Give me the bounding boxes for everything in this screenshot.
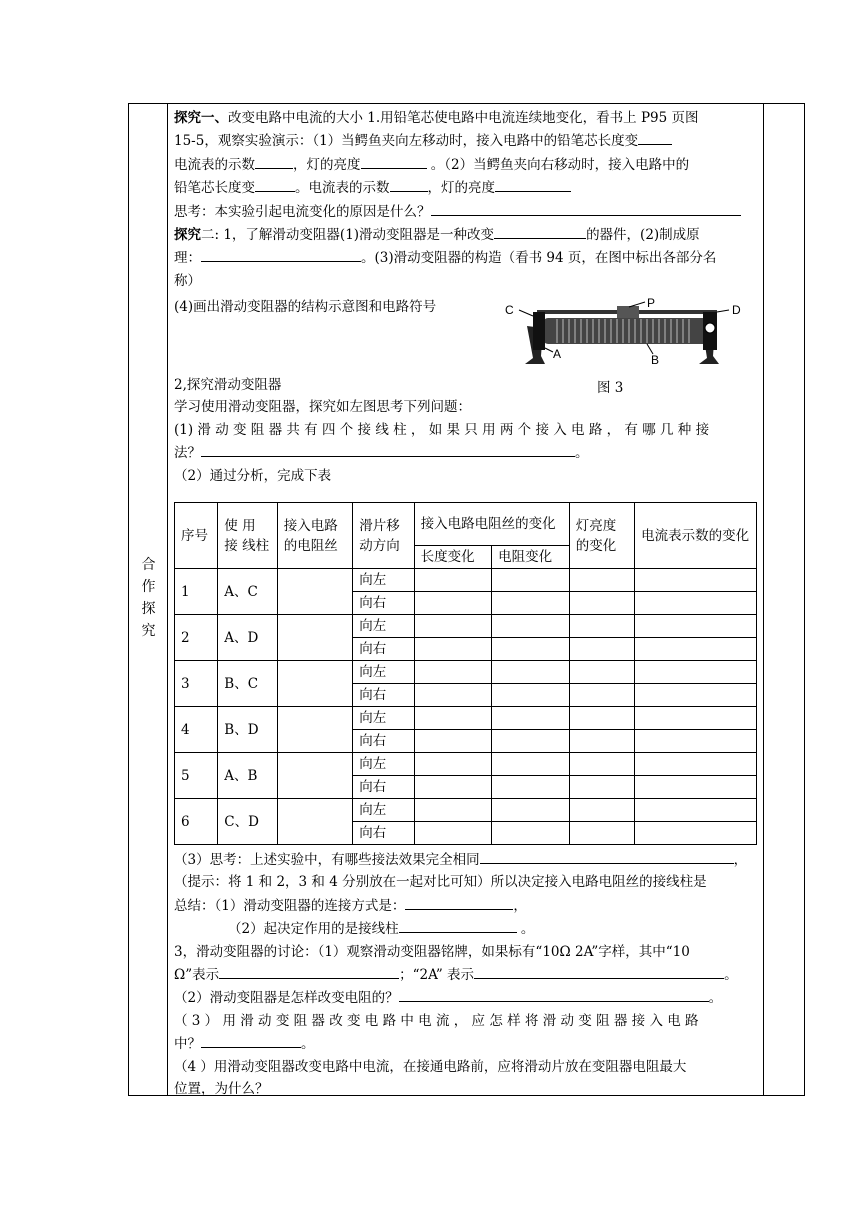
rheostat-table [174, 502, 757, 845]
text: 的器件，(2)制成原 [586, 227, 700, 244]
inquiry1-line3 [174, 153, 759, 176]
slider-label-p: P [647, 298, 656, 310]
cell-input[interactable] [492, 592, 570, 615]
text: 。 [724, 967, 738, 984]
cell-input[interactable] [492, 730, 570, 753]
cell-input[interactable] [492, 615, 570, 638]
cell-input[interactable] [635, 822, 757, 845]
cell-input[interactable] [569, 638, 634, 661]
after-t7 [174, 986, 759, 1009]
cell-no: 6 [175, 799, 218, 845]
cell-input[interactable] [414, 592, 492, 615]
inquiry1-text: 改变电路中电流的大小 1.用铅笔芯使电路中电流连续地变化，看书上 P95 页图 [228, 110, 699, 126]
inquiry1-heading: 探究一、 [174, 110, 228, 126]
blank[interactable] [480, 848, 734, 864]
text: 称） [174, 272, 201, 289]
text: 理： [174, 250, 201, 267]
part2-q1b [174, 441, 759, 464]
text: 电流表的示数 [174, 156, 255, 173]
cell-input[interactable] [414, 661, 492, 684]
cell-input[interactable] [635, 799, 757, 822]
blank[interactable] [399, 986, 709, 1002]
cell-input[interactable] [492, 569, 570, 592]
section-label-char: 作 [141, 579, 156, 595]
cell-input[interactable] [569, 730, 634, 753]
cell-input[interactable] [414, 684, 492, 707]
header-change: 接入电路电阻丝的变化 [414, 503, 569, 546]
text: 。(3)滑动变阻器的构造（看书 94 页，在图中标出各部分名 [361, 250, 717, 267]
cell-input[interactable] [635, 753, 757, 776]
part2-title: 2,探究滑动变阻器 [174, 377, 282, 393]
cell-direction: 向右 [353, 592, 414, 615]
terminal-label-d: D [732, 303, 741, 317]
part2-content [174, 374, 759, 487]
cell-input[interactable] [492, 822, 570, 845]
text: 。 [708, 990, 723, 1007]
text: 。 [516, 921, 535, 938]
blank[interactable] [219, 963, 399, 979]
cell-input[interactable] [414, 730, 492, 753]
table-header-row [175, 503, 757, 546]
cell-input[interactable] [635, 730, 757, 753]
blank[interactable] [361, 153, 427, 169]
cell-no: 3 [175, 661, 218, 707]
header-direction: 滑片移动方向 [353, 503, 414, 569]
cell-input[interactable] [492, 684, 570, 707]
section-label-char: 探 [141, 601, 156, 617]
text: 总结：（1）滑动变阻器的连接方式是： [174, 897, 406, 914]
cell-input[interactable] [414, 569, 492, 592]
section-label-char: 究 [141, 623, 156, 639]
cell-input[interactable] [414, 753, 492, 776]
cell-pins: B、D [218, 707, 277, 753]
cell-input[interactable] [635, 661, 757, 684]
cell-pins: A、D [218, 615, 277, 661]
cell-pins: A、B [218, 753, 277, 799]
text: （3）思考：上述实验中，有哪些接法效果完全相同 [174, 852, 480, 868]
text: 二: 1，了解滑动变阻器(1)滑动变阻器是一种改变 [201, 227, 495, 244]
part2-q2: （2）通过分析，完成下表 [174, 467, 332, 484]
after-t5: 3，滑动变阻器的讨论：（1）观察滑动变阻器铭牌，如果标有“10Ω 2A”字样，其中“10 [174, 943, 690, 960]
text: ， [513, 897, 527, 914]
text: 铅笔芯长度变 [174, 180, 255, 197]
blank[interactable] [255, 176, 295, 192]
inquiry2-line1 [174, 223, 759, 246]
cell-input[interactable] [569, 592, 634, 615]
cell-input[interactable] [569, 707, 634, 730]
cell-input[interactable] [635, 638, 757, 661]
cell-input[interactable] [277, 707, 353, 753]
text: Ω”表示 [174, 967, 220, 984]
blank[interactable] [399, 917, 517, 933]
text: ，灯的亮度 [293, 156, 361, 173]
part2-intro: 学习使用滑动变阻器，探究如左图思考下列问题： [174, 399, 471, 416]
cell-direction: 向左 [353, 799, 414, 822]
inquiry1-text: 15-5，观察实验演示：（1）当鳄鱼夹向左移动时，接入电路中的铅笔芯长度变 [174, 133, 639, 150]
cell-input[interactable] [569, 661, 634, 684]
header-seq: 序号 [175, 503, 218, 569]
after-content [174, 848, 759, 1100]
cell-direction: 向右 [353, 684, 414, 707]
after-t4 [174, 917, 759, 940]
cell-input[interactable] [414, 638, 492, 661]
cell-direction: 向左 [353, 661, 414, 684]
cell-input[interactable] [569, 822, 634, 845]
cell-direction: 向右 [353, 822, 414, 845]
cell-input[interactable] [492, 661, 570, 684]
inquiry1-line1 [174, 107, 759, 129]
worksheet-frame [128, 103, 805, 1096]
cell-direction: 向右 [353, 730, 414, 753]
table-row [175, 707, 757, 730]
cell-direction: 向左 [353, 569, 414, 592]
table-row [175, 661, 757, 684]
after-t3 [174, 894, 759, 917]
cell-input[interactable] [569, 776, 634, 799]
text: （2）滑动变阻器是怎样改变电阻的？ [174, 990, 399, 1007]
cell-input[interactable] [569, 615, 634, 638]
cell-input[interactable] [569, 753, 634, 776]
inquiry1-line2 [174, 129, 759, 152]
terminal-label-b: B [651, 353, 660, 367]
terminal-label-c: C [505, 303, 514, 317]
text: 中？ [174, 1036, 201, 1053]
rheostat-figure [497, 298, 747, 370]
cell-input[interactable] [492, 799, 570, 822]
table-row [175, 753, 757, 776]
blank[interactable] [255, 153, 293, 169]
cell-input[interactable] [635, 684, 757, 707]
header-wire: 接入电路的电阻丝 [277, 503, 353, 569]
inquiry1-think [174, 200, 759, 223]
text: 。 [301, 1036, 315, 1053]
table-row [175, 569, 757, 592]
cell-pins: A、C [218, 569, 277, 615]
cell-input[interactable] [414, 707, 492, 730]
cell-direction: 向左 [353, 615, 414, 638]
blank[interactable] [201, 246, 361, 262]
inquiry2-line2 [174, 246, 759, 269]
after-t11: 位置，为什么？ [174, 1081, 269, 1098]
text: ， [733, 852, 748, 868]
cell-input[interactable] [277, 615, 353, 661]
cell-input[interactable] [277, 753, 353, 799]
blank[interactable] [390, 176, 428, 192]
header-ammeter: 电流表示数的变化 [635, 503, 757, 569]
cell-input[interactable] [277, 661, 353, 707]
content [174, 107, 759, 319]
terminal-label-a: A [553, 347, 562, 361]
cell-pins: B、C [218, 661, 277, 707]
notes-column [763, 104, 804, 1095]
cell-direction: 向左 [353, 753, 414, 776]
cell-input[interactable] [569, 569, 634, 592]
after-t1 [174, 848, 759, 871]
header-lamp: 灯亮度的变化 [569, 503, 634, 569]
text: (4)画出滑动变阻器的结构示意图和电路符号 [174, 299, 437, 316]
cell-no: 5 [175, 753, 218, 799]
cell-input[interactable] [635, 569, 757, 592]
header-length: 长度变化 [414, 546, 492, 569]
cell-input[interactable] [492, 776, 570, 799]
blank[interactable] [474, 963, 724, 979]
text: 。（2）当鳄鱼夹向右移动时，接入电路中的 [426, 156, 690, 173]
cell-input[interactable] [492, 638, 570, 661]
cell-pins: C、D [218, 799, 277, 845]
after-t2: （提示：将 1 和 2，3 和 4 分别放在一起对比可知）所以决定接入电路电阻丝的接线柱是 [174, 874, 707, 891]
section-label-column [129, 104, 168, 1095]
cell-direction: 向右 [353, 638, 414, 661]
cell-no: 4 [175, 707, 218, 753]
blank[interactable] [405, 894, 513, 910]
cell-input[interactable] [414, 776, 492, 799]
after-t8: （ 3 ） 用 滑 动 变 阻 器 改 变 电 路 中 电 流 ， 应 怎 样 将 滑 动 变 阻 器 接 入 电 路 [174, 1012, 699, 1029]
section-label [129, 554, 168, 642]
text: 思考：本实验引起电流变化的原因是什么？ [174, 203, 431, 220]
after-t10: （4 ）用滑动变阻器改变电路中电流，在接通电路前，应将滑动片放在变阻器电阻最大 [174, 1058, 687, 1075]
cell-input[interactable] [492, 753, 570, 776]
text: 。电流表的示数 [295, 180, 390, 197]
after-t6 [174, 963, 759, 986]
cell-input[interactable] [414, 615, 492, 638]
after-t9 [174, 1032, 759, 1055]
header-resistance: 电阻变化 [492, 546, 570, 569]
cell-input[interactable] [414, 822, 492, 845]
text: （2）起决定作用的是接线柱 [228, 921, 399, 938]
blank[interactable] [431, 200, 741, 216]
blank[interactable] [494, 223, 586, 239]
blank[interactable] [638, 129, 672, 145]
section-label-char: 合 [141, 557, 156, 573]
cell-no: 1 [175, 569, 218, 615]
text: 。 [575, 445, 589, 462]
cell-input[interactable] [569, 684, 634, 707]
header-terminals: 使 用 接 线柱 [218, 503, 277, 569]
cell-input[interactable] [569, 799, 634, 822]
cell-input[interactable] [414, 799, 492, 822]
cell-input[interactable] [277, 799, 353, 845]
cell-input[interactable] [635, 592, 757, 615]
part2-q1: (1) 滑 动 变 阻 器 共 有 四 个 接 线 柱 ， 如 果 只 用 两 个 接 入 电 路 ， 有 哪 几 种 接 [174, 421, 710, 438]
cell-input[interactable] [635, 615, 757, 638]
cell-no: 2 [175, 615, 218, 661]
text: ；“2A” 表示 [399, 967, 475, 984]
blank[interactable] [495, 176, 571, 192]
inquiry2-line3 [174, 270, 759, 292]
inquiry1-line4 [174, 176, 759, 199]
cell-input[interactable] [635, 707, 757, 730]
blank[interactable] [201, 441, 575, 457]
text: 法？ [174, 445, 201, 462]
cell-input[interactable] [635, 776, 757, 799]
blank[interactable] [201, 1032, 301, 1048]
table-row [175, 799, 757, 822]
cell-input[interactable] [492, 707, 570, 730]
cell-direction: 向右 [353, 776, 414, 799]
figure-caption: 图 3 [597, 380, 624, 396]
table-row [175, 615, 757, 638]
inquiry2-heading: 探究 [174, 227, 201, 244]
cell-input[interactable] [277, 569, 353, 615]
cell-direction: 向左 [353, 707, 414, 730]
text: ，灯的亮度 [427, 180, 495, 197]
